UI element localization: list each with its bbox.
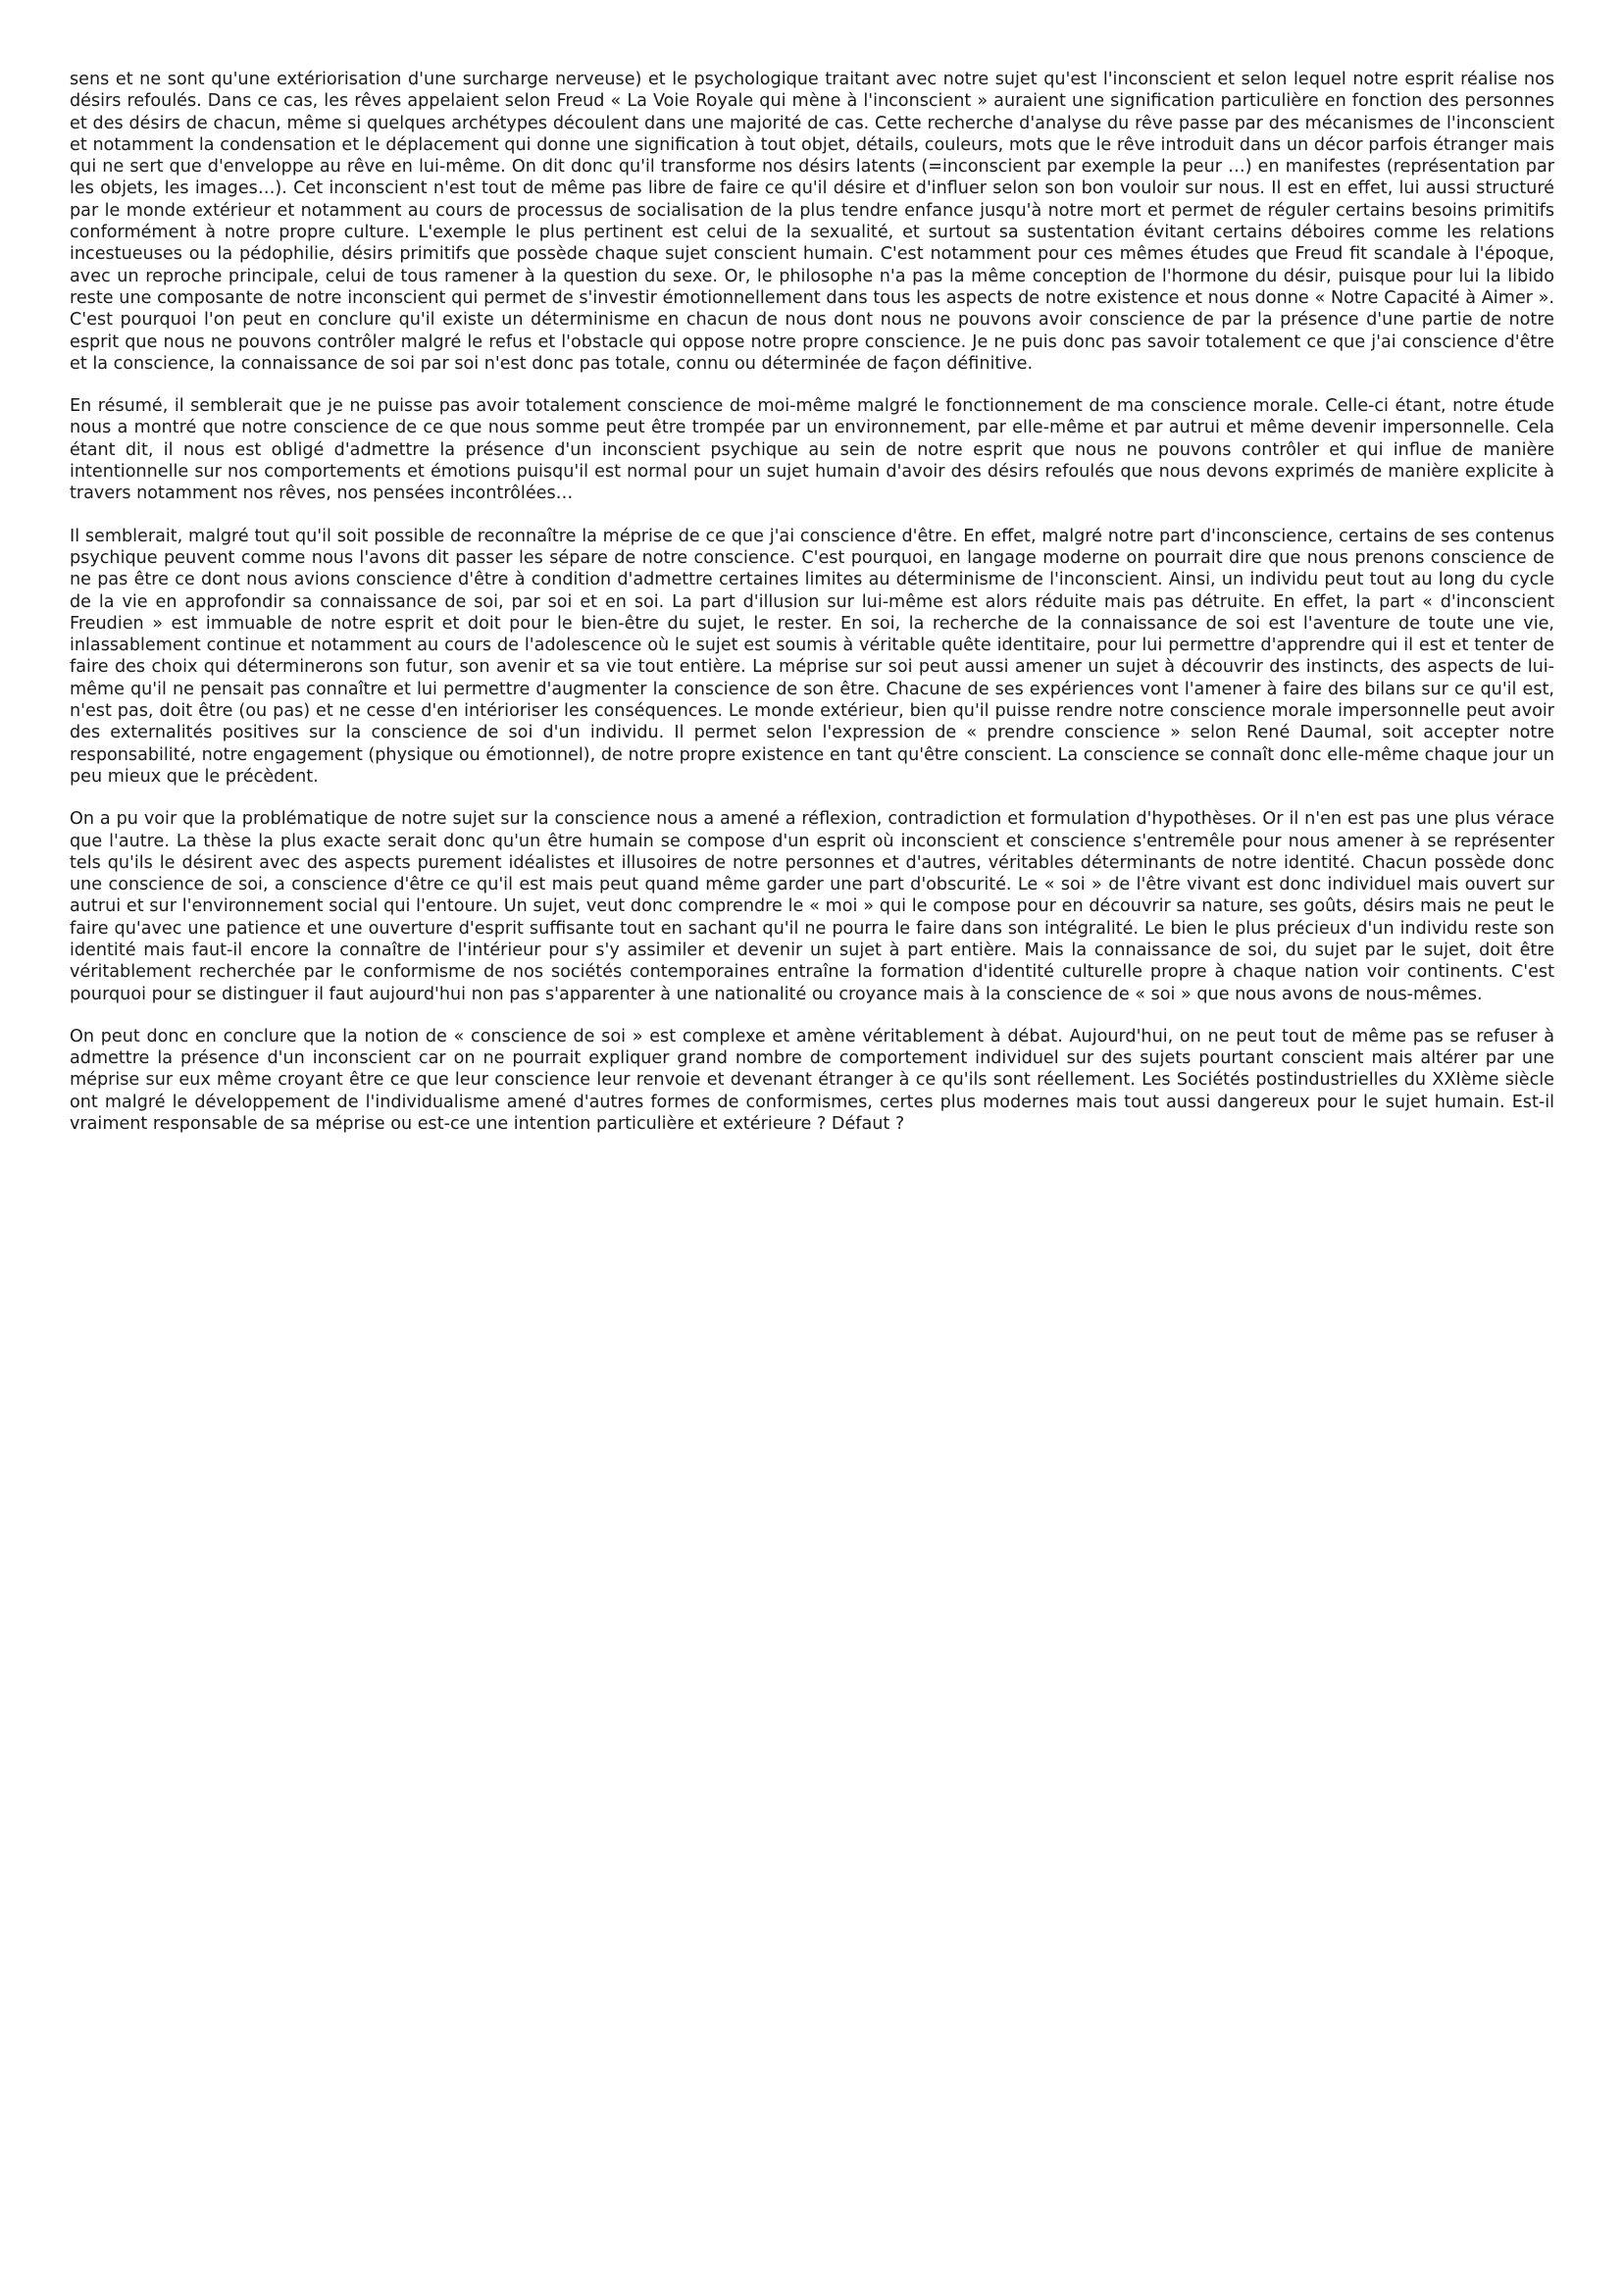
paragraph-conclusion: On peut donc en conclure que la notion de « conscience de soi » est complexe et amène véritablement à débat. Aujourd'hui, on ne peut tout de même pas se refuser à admettre la présence d'un inconscient car on ne pourrait expliquer grand nombre de comportement individuel sur des sujets pourtant conscient mais altérer par une méprise sur eux même croyant être ce que leur conscience leur renvoie et devenant étranger à ce qu'ils sont réellement. Les Sociétés postindustrielles du XXIème siècle ont malgré le développement de l'individualisme amené d'autres formes de conformismes, certes plus modernes mais tout aussi dangereux pour le sujet humain. Est-il vraiment responsable de sa méprise ou est-ce une intention particulière et extérieure ? Défaut ? [70, 1026, 1554, 1135]
document-body [70, 69, 1554, 1155]
paragraph-self-knowledge: Il semblerait, malgré tout qu'il soit possible de reconnaître la méprise de ce que j'ai conscience d'être. En effet, malgré notre part d'inconscience, certains de ses contenus psychique peuvent comme nous l'avons dit passer les sépare de notre conscience. C'est pourquoi, en langage moderne on pourrait dire que nous prenons conscience de ne pas être ce dont nous avions conscience d'être à condition d'admettre certaines limites au déterminisme de l'inconscient. Ainsi, un individu peut tout au long du cycle de la vie en approfondir sa connaissance de soi, par soi et en soi. La part d'illusion sur lui-même est alors réduite mais pas détruite. En effet, la part « d'inconscient Freudien » est immuable de notre esprit et doit pour le bien-être du sujet, le rester. En soi, la recherche de la connaissance de soi est l'aventure de toute une vie, inlassablement continue et notamment au cours de l'adolescence où le sujet est soumis à véritable quête identitaire, pour lui permettre d'apprendre qui il est et tenter de faire des choix qui déterminerons son futur, son avenir et sa vie tout entière. La méprise sur soi peut aussi amener un sujet à découvrir des instincts, des aspects de lui-même qu'il ne pensait pas connaître et lui permettre d'augmenter la conscience de son être. Chacune de ses expériences vont l'amener à faire des bilans sur ce qu'il est, n'est pas, doit être (ou pas) et ne cesse d'en intérioriser les conséquences. Le monde extérieur, bien qu'il puisse rendre notre conscience morale impersonnelle peut avoir des externalités positives sur la conscience de soi d'un individu. Il permet selon l'expression de « prendre conscience » selon René Daumal, soit accepter notre responsabilité, notre engagement (physique ou émotionnel), de notre propre existence en tant qu'être conscient. La conscience se connaît donc elle-même chaque jour un peu mieux que le précèdent. [70, 526, 1554, 787]
paragraph-freud-dreams: sens et ne sont qu'une extériorisation d'une surcharge nerveuse) et le psychologique traitant avec notre sujet qu'est l'inconscient et selon lequel notre esprit réalise nos désirs refoulés. Dans ce cas, les rêves appelaient selon Freud « La Voie Royale qui mène à l'inconscient » auraient une signification particulière en fonction des personnes et des désirs de chacun, même si quelques archétypes découlent dans une majorité de cas. Cette recherche d'analyse du rêve passe par des mécanismes de l'inconscient et notamment la condensation et le déplacement qui donne une signification à tout objet, détails, couleurs, mots que le rêve introduit dans un décor parfois étranger mais qui ne sert que d'enveloppe au rêve en lui-même. On dit donc qu'il transforme nos désirs latents (=inconscient par exemple la peur …) en manifestes (représentation par les objets, les images…). Cet inconscient n'est tout de même pas libre de faire ce qu'il désire et d'influer selon son bon vouloir sur nous. Il est en effet, lui aussi structuré par le monde extérieur et notamment au cours de processus de socialisation de la plus tendre enfance jusqu'à notre mort et permet de réguler certains besoins primitifs conformément à notre propre culture. L'exemple le plus pertinent est celui de la sexualité, et surtout sa sustentation évitant certains déboires comme les relations incestueuses ou la pédophilie, désirs primitifs que possède chaque sujet conscient humain. C'est notamment pour ces mêmes études que Freud fit scandale à l'époque, avec un reproche principale, celui de tous ramener à la question du sexe. Or, le philosophe n'a pas la même conception de l'hormone du désir, puisque pour lui la libido reste une composante de notre inconscient qui permet de s'investir émotionnellement dans tous les aspects de notre existence et nous donne « Notre Capacité à Aimer ». C'est pourquoi l'on peut en conclure qu'il existe un déterminisme en chacun de nous dont nous ne pouvons avoir conscience de par la présence d'une partie de notre esprit que nous ne pouvons contrôler malgré le refus et l'obstacle qui oppose notre propre conscience. Je ne puis donc pas savoir totalement ce que j'ai conscience d'être et la conscience, la connaissance de soi par soi n'est donc pas totale, connu ou déterminée de façon définitive. [70, 70, 1554, 374]
paragraph-summary: En résumé, il semblerait que je ne puisse pas avoir totalement conscience de moi-même malgré le fonctionnement de ma conscience morale. Celle-ci étant, notre étude nous a montré que notre conscience de ce que nous somme peut être trompée par un environnement, par elle-même et par autrui et même devenir impersonnelle. Cela étant dit, il nous est obligé d'admettre la présence d'un inconscient psychique au sein de notre esprit que nous ne pouvons contrôler et qui influe de manière intentionnelle sur nos comportements et émotions puisqu'il est normal pour un sujet humain d'avoir des désirs refoulés que nous devons exprimés de manière explicite à travers notamment nos rêves, nos pensées incontrôlées… [70, 396, 1554, 504]
paragraph-thesis: On a pu voir que la problématique de notre sujet sur la conscience nous a amené a réflexion, contradiction et formulation d'hypothèses. Or il n'en est pas une plus vérace que l'autre. La thèse la plus exacte serait donc qu'un être humain se compose d'un esprit où inconscient et conscience s'entremêle pour nous amener à se représenter tels qu'ils le désirent avec des aspects purement idéalistes et illusoires de notre personnes et d'autres, véritables déterminants de notre identité. Chacun possède donc une conscience de soi, a conscience d'être ce qu'il est mais peut quand même garder une part d'obscurité. Le « soi » de l'être vivant est donc individuel mais ouvert sur autrui et sur l'environnement social qui l'entoure. Un sujet, veut donc comprendre le « moi » qui le compose pour en découvrir sa nature, ses goûts, désirs mais ne peut le faire qu'avec une patience et une ouverture d'esprit suffisante tout en sachant qu'il ne pourra le faire dans son intégralité. Le bien le plus précieux d'un individu reste son identité mais faut-il encore la connaître de l'intérieur pour s'y assimiler et devenir un sujet à part entière. Mais la connaissance de soi, du sujet par le sujet, doit être véritablement recherchée par le conformisme de nos sociétés contemporaines entraîne la formation d'identité culturelle propre à chaque nation voir continents. C'est pourquoi pour se distinguer il faut aujourd'hui non pas s'apparenter à une nationalité ou croyance mais à la conscience de « soi » que nous avons de nous-mêmes. [70, 809, 1554, 1004]
